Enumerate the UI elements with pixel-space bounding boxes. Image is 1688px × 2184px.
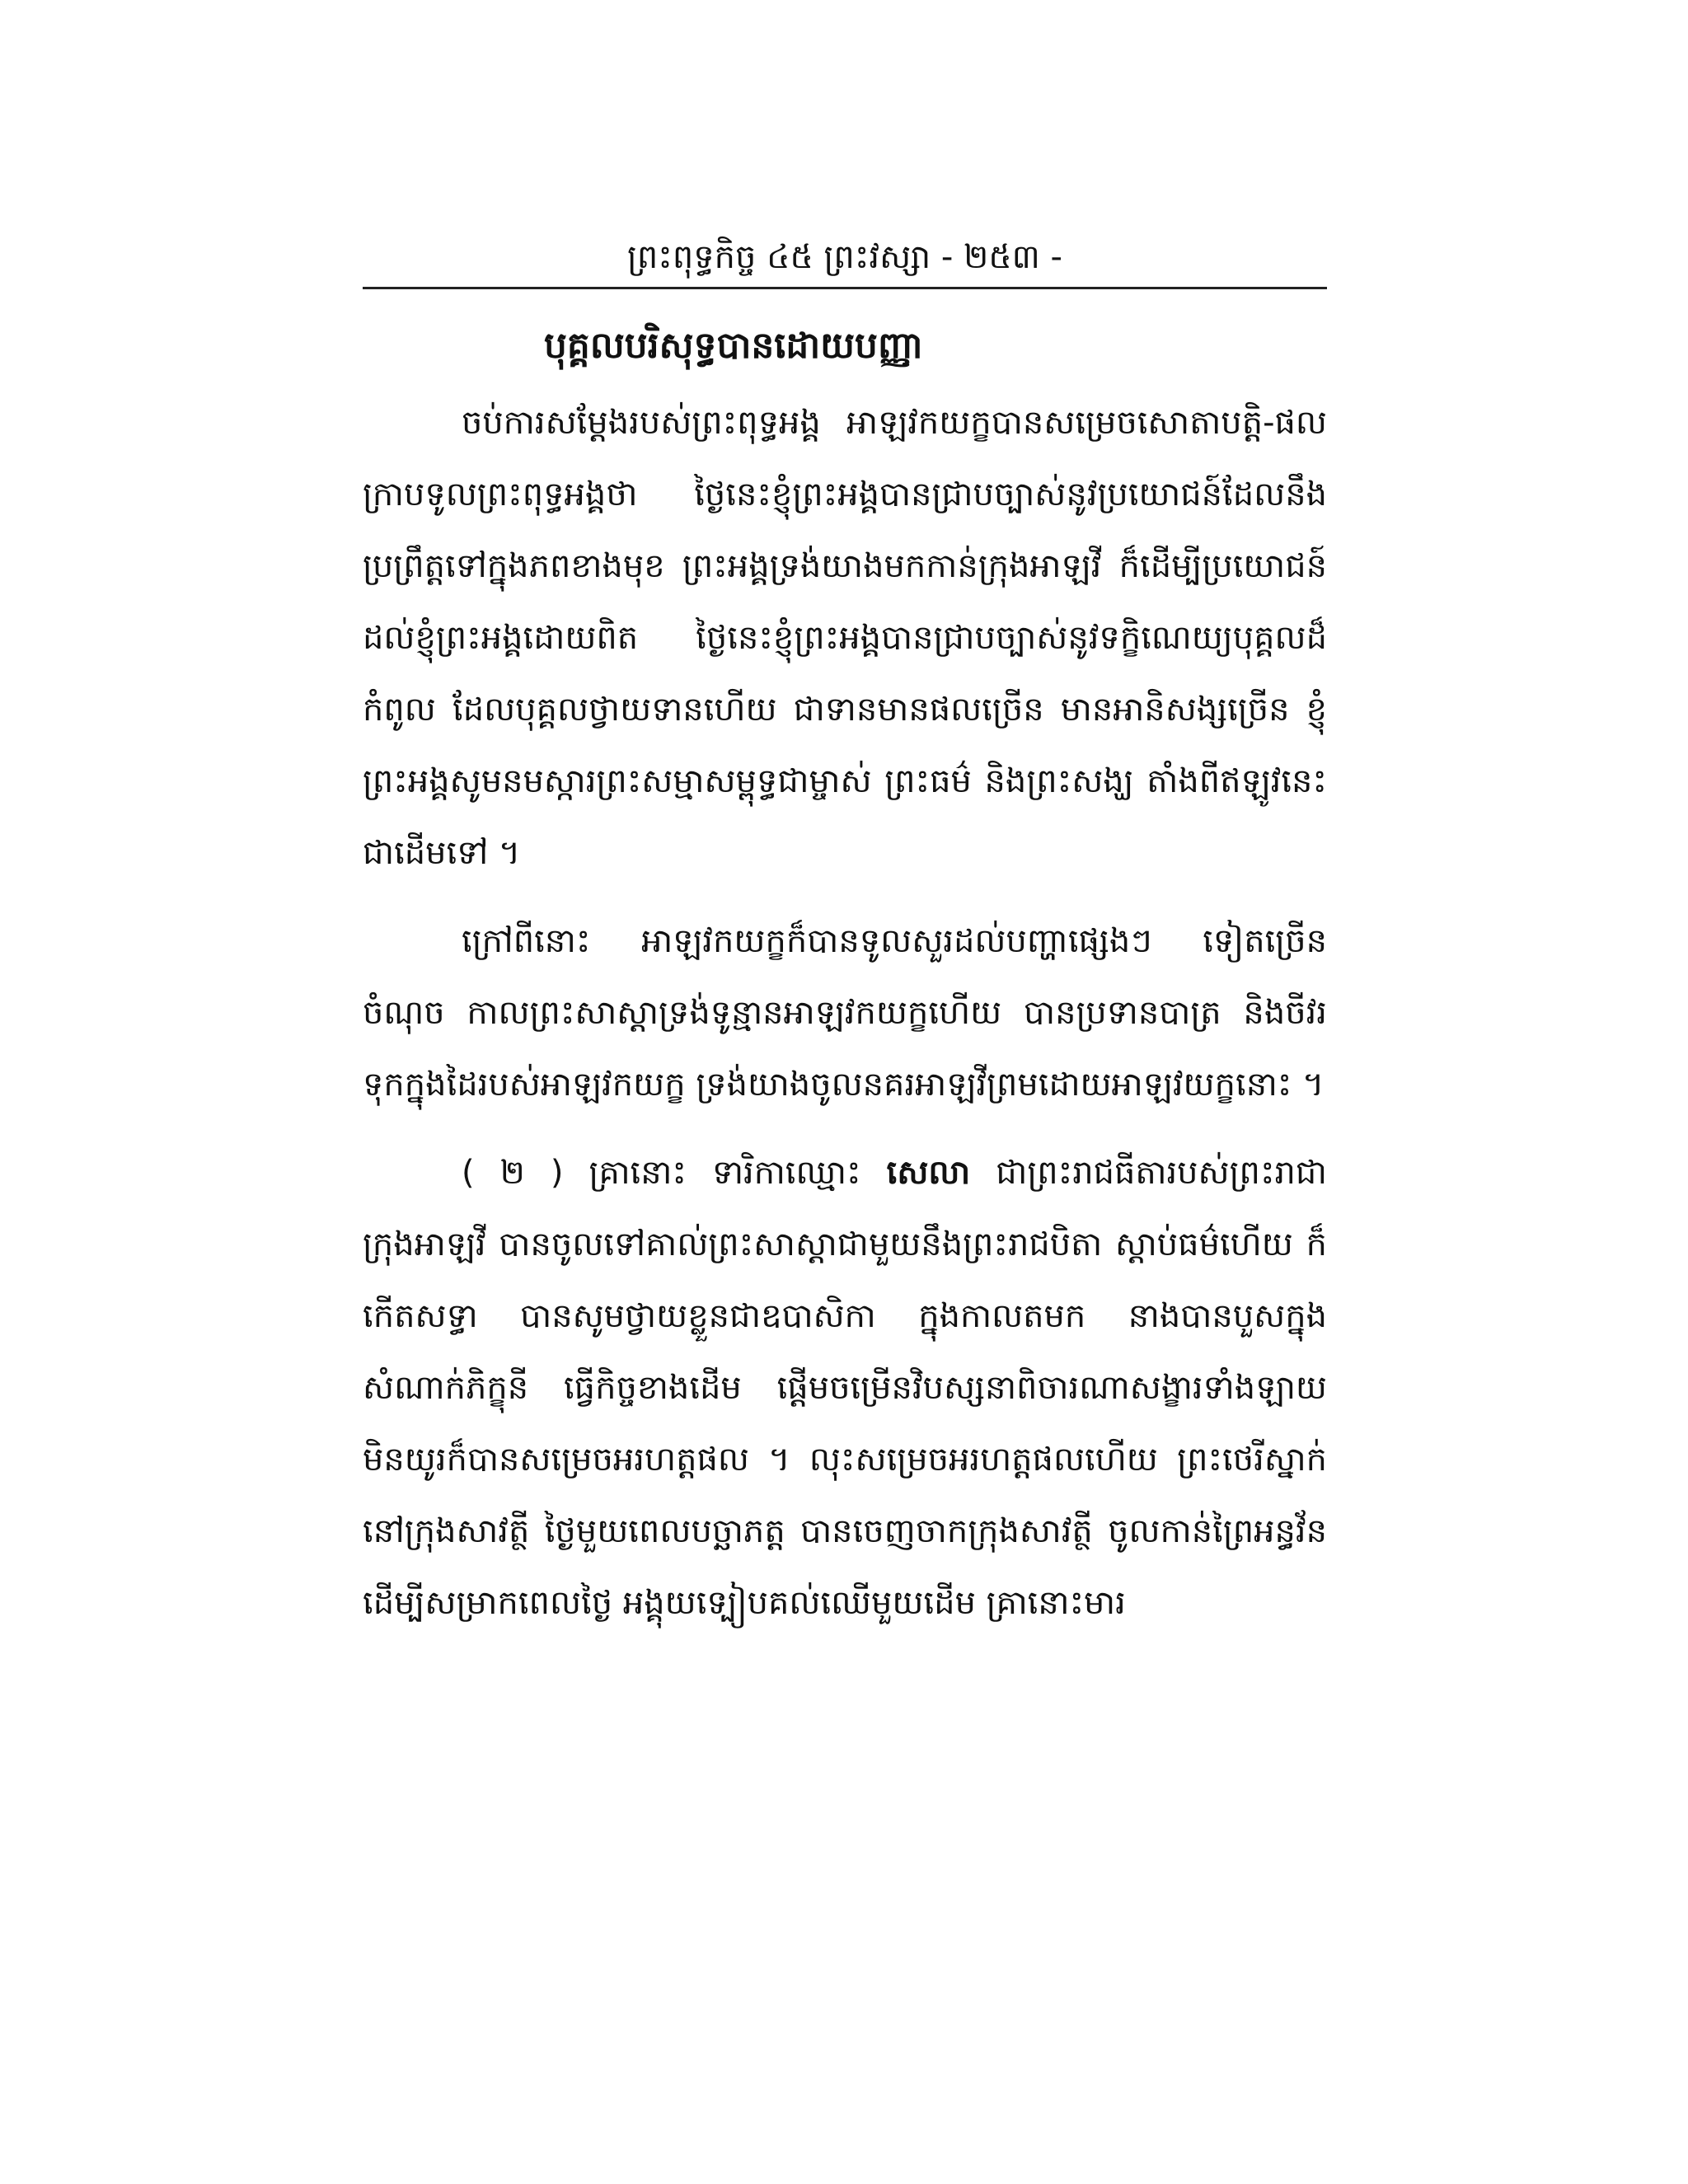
section-title: បុគ្គលបរិសុទ្ធបានដោយបញ្ញា xyxy=(544,325,923,367)
paragraph-2: ក្រៅពីនោះ អាឡវកយក្ខក៏បានទូលសួរដល់បញ្ហាផ្សេងៗ ទៀតច្រើនចំណុច កាលព្រះសាស្ដាទ្រង់ទូន្មានអាឡវកយក្ខហើយ បានប្រទានបាត្រ និងចីវរទុកក្នុងដៃរបស់អាឡវកយក្ខ ទ្រង់យាងចូលនគរអាឡវីព្រមដោយអាឡវយក្ខនោះ ។ xyxy=(363,922,1327,1104)
paragraph-3-rest: ជាព្រះរាជធីតារបស់ព្រះរាជាក្រុងអាឡវី បានចូលទៅគាល់ព្រះសាស្ដាជាមួយនឹងព្រះរាជបិតា ស្ដាប់ធម៌ហើយ ក៏កើតសទ្ធា បានសូមថ្វាយខ្លួនជាឧបាសិកា ក្នុងកាលតមក នាងបានបួសក្នុងសំណាក់ភិក្ខុនី ធ្វើកិច្ចខាងដើម ផ្ដើមចម្រើនវិបស្សនាពិចារណាសង្ខារទាំងឡាយ មិនយូរក៏បានសម្រេចអរហត្តផល ។ លុះសម្រេចអរហត្តផលហើយ ព្រះថេរីស្នាក់នៅក្រុងសាវត្ថី ថ្ងៃមួយពេលបច្ឆាភត្ត បានចេញចាកក្រុងសាវត្ថី ចូលកាន់ព្រៃអន្ធវ័ន ដើម្បីសម្រាកពេលថ្ងៃ អង្គុយទ្បៀបគល់ឈើមួយដើម គ្រានោះមារ xyxy=(363,1154,1327,1622)
header-rule xyxy=(363,287,1327,289)
running-header: ព្រះពុទ្ធកិច្ច ៤៥ ព្រះវស្សា - ២៥៣ - xyxy=(627,238,1062,276)
paragraph-1: ចប់ការសម្ដែងរបស់ព្រះពុទ្ធអង្គ អាឡវកយក្ខបានសម្រេចសោតាបត្តិ-ផល ក្រាបទូលព្រះពុទ្ធអង្គថា ថ្ងៃនេះខ្ញុំព្រះអង្គបានជ្រាបច្បាស់នូវប្រយោជន៍ដែលនឹងប្រព្រឹត្តទៅក្នុងភពខាងមុខ ព្រះអង្គទ្រង់យាងមកកាន់ក្រុងអាឡវី ក៏ដើម្បីប្រយោជន៍ដល់ខ្ញុំព្រះអង្គដោយពិត ថ្ងៃនេះខ្ញុំព្រះអង្គបានជ្រាបច្បាស់នូវទក្ខិណេយ្យបុគ្គលដ៏កំពូល ដែលបុគ្គលថ្វាយទានហើយ ជាទានមានផលច្រើន មានអានិសង្សច្រើន ខ្ញុំព្រះអង្គសូមនមស្ការព្រះសម្មាសម្ពុទ្ធជាម្ចាស់ ព្រះធម៌ និងព្រះសង្ឃ តាំងពីឥឡូវនេះជាដើមទៅ ។ xyxy=(363,404,1327,872)
paragraph-3-prefix: ( ២ ) គ្រានោះ ទារិកាឈ្មោះ xyxy=(462,1154,861,1192)
person-name: សេលា xyxy=(886,1154,971,1192)
paragraph-3 xyxy=(363,1137,1327,1639)
body-text xyxy=(363,387,1327,1639)
